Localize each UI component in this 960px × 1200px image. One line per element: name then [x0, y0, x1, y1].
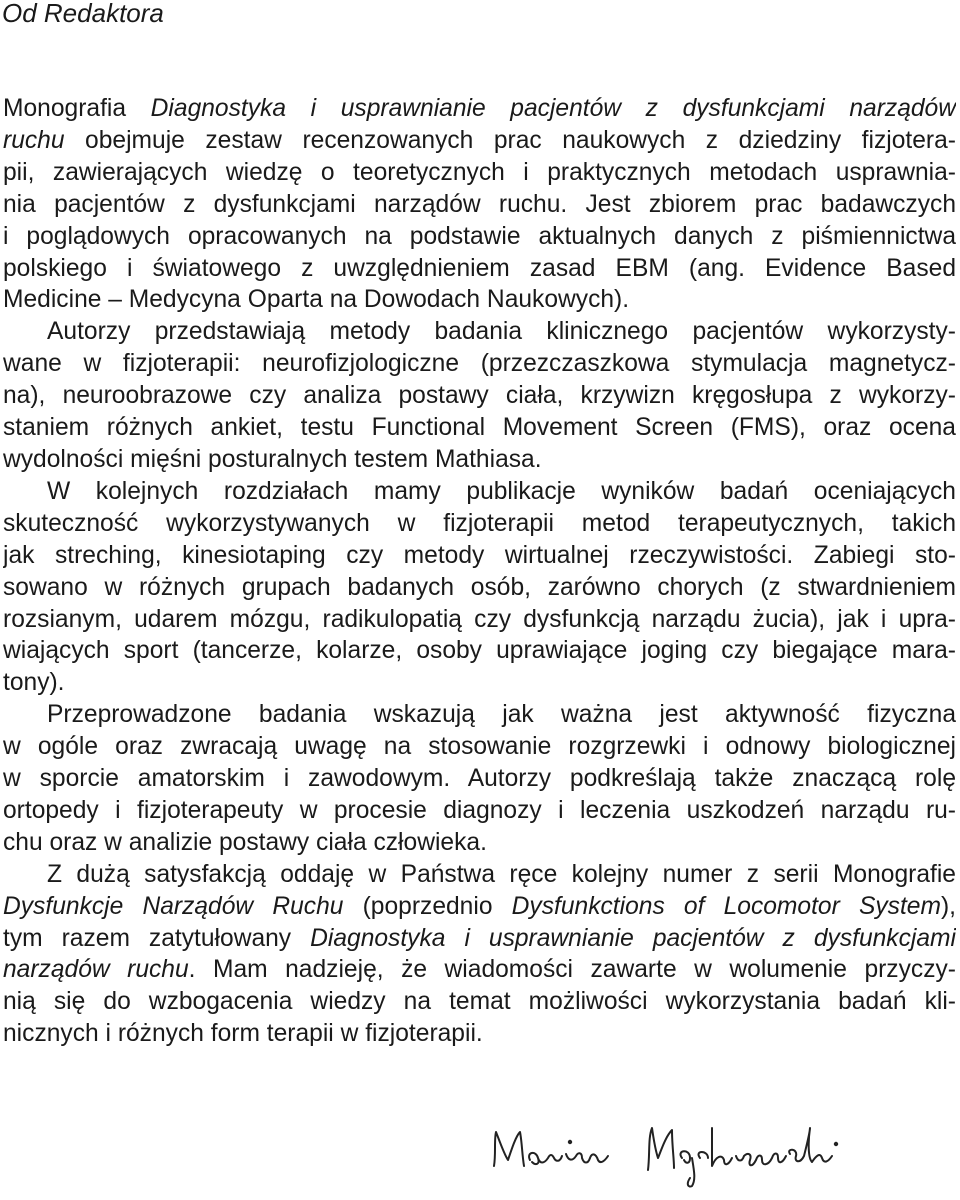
text-run: ), [940, 892, 956, 920]
paragraph [3, 699, 956, 859]
text-run: nia pacjentów z dysfunkcjami narządów ruchu. Jest zbiorem prac badawczych [3, 190, 956, 218]
text-line [3, 316, 956, 348]
text-line [3, 923, 956, 955]
text-line [3, 731, 956, 763]
text-run: Medicine – Medycyna Oparta na Dowodach Naukowych). [3, 286, 630, 314]
text-run: wane w fizjoterapii: neurofizjologiczne (przezczaszkowa stymulacja magnetycz- [3, 350, 956, 378]
text-line [3, 348, 956, 380]
text-line [3, 380, 956, 412]
text-line [3, 667, 956, 699]
text-run: nią się do wzbogacenia wiedzy na temat możliwości wykorzystania badań kli- [3, 988, 956, 1016]
paragraph [3, 93, 956, 316]
text-line [3, 93, 956, 125]
text-line [3, 1018, 956, 1050]
italic-text: Dysfunkctions of Locomotor System [511, 892, 941, 920]
italic-text: narządów ruchu [3, 956, 189, 984]
text-run: Przeprowadzone badania wskazują jak ważna jest aktywność fizyczna [47, 701, 956, 729]
text-line [3, 635, 956, 667]
text-run: Monografia [3, 95, 151, 122]
text-line [3, 508, 956, 540]
text-line [3, 284, 956, 316]
text-run: rozsianym, udarem mózgu, radikulopatią czy dysfunkcją narządu żucia), jak i upra- [3, 605, 956, 633]
text-run: w ogóle oraz zwracają uwagę na stosowanie rozgrzewki i odnowy biologicznej [3, 733, 956, 761]
italic-text: Diagnostyka i usprawnianie pacjentów z dysfunkcjami [310, 924, 956, 952]
text-line [3, 476, 956, 508]
text-run: i poglądowych opracowanych na podstawie aktualnych danych z piśmiennictwa [3, 222, 956, 250]
editorial-body [3, 93, 956, 1050]
text-run: sowano w różnych grupach badanych osób, zarówno chorych (z stwardnieniem [3, 573, 956, 601]
text-line [3, 157, 956, 189]
text-line [3, 859, 956, 891]
text-run: nicznych i różnych form terapii w fizjoterapii. [3, 1020, 483, 1048]
handwritten-signature [486, 1118, 856, 1190]
text-line [3, 954, 956, 986]
page-heading: Od Redaktora [2, 0, 164, 28]
paragraph [3, 859, 956, 1050]
text-run: Z dużą satysfakcją oddaję w Państwa ręce kolejny numer z serii Monografie [47, 860, 956, 888]
text-run: wydolności mięśni posturalnych testem Mathiasa. [3, 445, 542, 473]
paragraph [3, 316, 956, 476]
text-run: obejmuje zestaw recenzowanych prac naukowych z dziedziny fizjotera- [64, 126, 956, 154]
text-line [3, 412, 956, 444]
text-run: . Mam nadzieję, że wiadomości zawarte w wolumenie przyczy- [188, 956, 956, 984]
text-run: pii, zawierających wiedzę o teoretycznych i praktycznych metodach usprawnia- [3, 158, 956, 186]
text-line [3, 986, 956, 1018]
text-run: Autorzy przedstawiają metody badania klinicznego pacjentów wykorzysty- [47, 318, 956, 346]
text-run: jak streching, kinesiotaping czy metody wirtualnej rzeczywistości. Zabiegi sto- [3, 541, 956, 569]
text-line [3, 572, 956, 604]
text-run: polskiego i światowego z uwzględnieniem zasad EBM (ang. Evidence Based [3, 254, 956, 282]
paragraph [3, 476, 956, 699]
text-line [3, 221, 956, 253]
text-run: ortopedy i fizjoterapeuty w procesie diagnozy i leczenia uszkodzeń narządu ru- [3, 796, 956, 824]
text-line [3, 189, 956, 221]
text-line [3, 604, 956, 636]
text-run: skuteczność wykorzystywanych w fizjoterapii metod terapeutycznych, takich [3, 509, 956, 537]
text-line [3, 253, 956, 285]
text-line [3, 540, 956, 572]
text-run: wiających sport (tancerze, kolarze, osoby uprawiające joging czy biegające mara- [3, 637, 956, 665]
text-run: (poprzednio [343, 892, 512, 920]
italic-text: ruchu [3, 126, 65, 154]
text-run: w sporcie amatorskim i zawodowym. Autorzy podkreślają także znaczącą rolę [3, 765, 956, 793]
text-line [3, 444, 956, 476]
text-line [3, 763, 956, 795]
text-line [3, 795, 956, 827]
text-run: tym razem zatytułowany [3, 924, 311, 952]
text-run: staniem różnych ankiet, testu Functional Movement Screen (FMS), oraz ocena [3, 414, 956, 442]
text-run: chu oraz w analizie postawy ciała człowieka. [3, 828, 487, 856]
text-line [3, 827, 956, 859]
italic-text: Dysfunkcje Narządów Ruchu [3, 892, 344, 920]
text-run: na), neuroobrazowe czy analiza postawy ciała, krzywizn kręgosłupa z wykorzy- [3, 382, 956, 410]
text-line [3, 891, 956, 923]
text-line [3, 699, 956, 731]
text-line [3, 125, 956, 157]
text-run: tony). [3, 669, 65, 697]
italic-text: Diagnostyka i usprawnianie pacjentów z dysfunkcjami narządów [150, 95, 956, 122]
text-run: W kolejnych rozdziałach mamy publikacje wyników badań oceniających [47, 477, 956, 505]
